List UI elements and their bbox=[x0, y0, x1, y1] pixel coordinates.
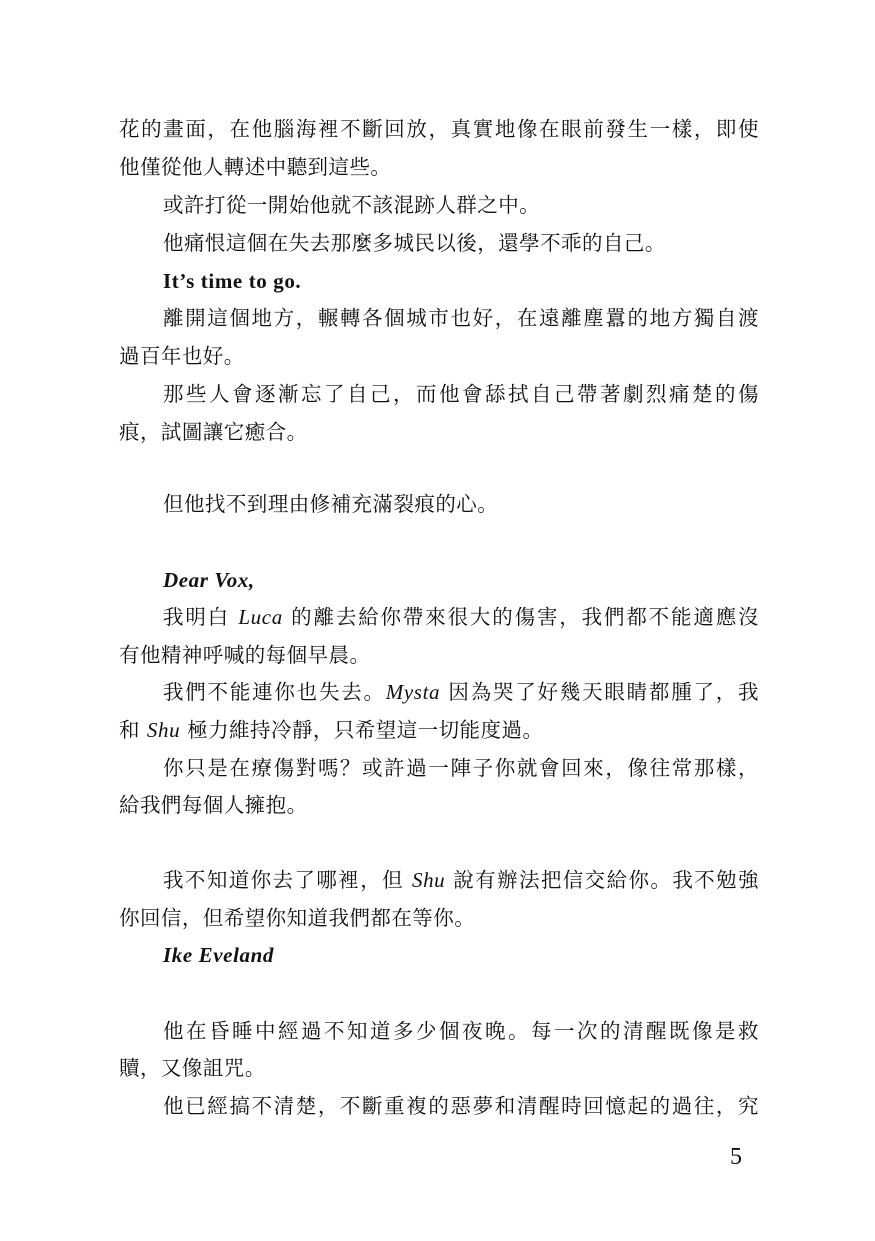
text-line: 或許打從一開始他就不該混跡人群之中。 bbox=[163, 193, 541, 217]
text-line: 痕，試圖讓它癒合。 bbox=[119, 420, 308, 444]
text-line: 他僅從他人轉述中聽到這些。 bbox=[119, 155, 392, 179]
text-line: 那些人會逐漸忘了自己，而他會舔拭自己帶著劇烈痛楚的傷 bbox=[163, 382, 759, 406]
text-line: 和 Shu 極力維持冷靜，只希望這一切能度過。 bbox=[119, 718, 544, 742]
text-line: 他痛恨這個在失去那麼多城民以後，還學不乖的自己。 bbox=[163, 231, 666, 255]
text-line: 你回信，但希望你知道我們都在等你。 bbox=[119, 906, 476, 930]
text-line: It’s time to go. bbox=[163, 269, 302, 293]
text-line: 給我們每個人擁抱。 bbox=[119, 793, 308, 817]
text-line: 我明白 Luca 的離去給你帶來很大的傷害，我們都不能適應沒 bbox=[163, 605, 759, 629]
text-line: 你只是在療傷對嗎？或許過一陣子你就會回來，像往常那樣， bbox=[163, 756, 759, 780]
letter-salutation: Dear Vox, bbox=[163, 568, 255, 592]
letter-signature: Ike Eveland bbox=[163, 943, 275, 967]
text-line: 他在昏睡中經過不知道多少個夜晚。每一次的清醒既像是救 bbox=[163, 1019, 759, 1043]
text-line: 他已經搞不清楚，不斷重複的惡夢和清醒時回憶起的過往，究 bbox=[163, 1094, 759, 1118]
text-line: 離開這個地方，輾轉各個城市也好，在遠離塵囂的地方獨自渡 bbox=[163, 306, 759, 330]
text-line: 我不知道你去了哪裡，但 Shu 說有辦法把信交給你。我不勉強 bbox=[163, 868, 760, 892]
text-line: 但他找不到理由修補充滿裂痕的心。 bbox=[163, 492, 499, 516]
text-line: 過百年也好。 bbox=[119, 344, 245, 368]
page-number: 5 bbox=[730, 1144, 742, 1170]
text-line: 有他精神呼喊的每個早晨。 bbox=[119, 643, 371, 667]
text-line: 我們不能連你也失去。Mysta 因為哭了好幾天眼睛都腫了，我 bbox=[163, 680, 760, 704]
text-line: 贖，又像詛咒。 bbox=[119, 1056, 266, 1080]
text-line: 花的畫面，在他腦海裡不斷回放，真實地像在眼前發生一樣，即使 bbox=[119, 117, 759, 141]
